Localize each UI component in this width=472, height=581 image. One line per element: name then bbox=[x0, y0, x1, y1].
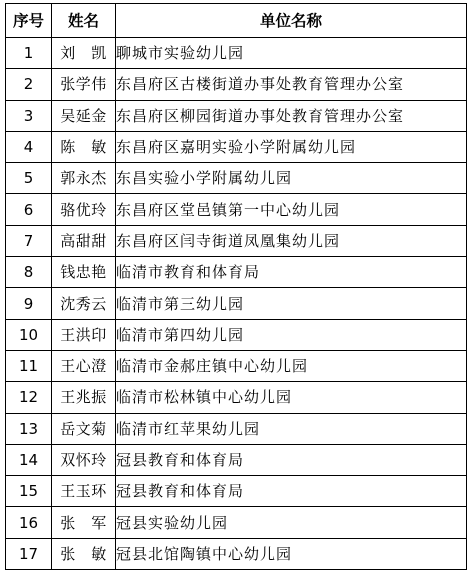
table-row bbox=[6, 69, 467, 100]
cell-unit-name: 冠县北馆陶镇中心幼儿园 bbox=[116, 538, 467, 569]
table-row bbox=[6, 413, 467, 444]
table-row bbox=[6, 257, 467, 288]
table-row bbox=[6, 288, 467, 319]
cell-name: 郭永杰 bbox=[52, 163, 116, 194]
cell-unit-name: 东昌实验小学附属幼儿园 bbox=[116, 163, 467, 194]
header-row bbox=[6, 4, 467, 38]
cell-name: 王玉环 bbox=[52, 476, 116, 507]
cell-name: 双怀玲 bbox=[52, 444, 116, 475]
cell-serial-number: 14 bbox=[6, 444, 52, 475]
cell-name: 张 军 bbox=[52, 507, 116, 538]
cell-name: 刘 凯 bbox=[52, 38, 116, 69]
header-unit-name: 单位名称 bbox=[116, 4, 467, 38]
table-row bbox=[6, 350, 467, 381]
cell-name: 陈 敏 bbox=[52, 131, 116, 162]
cell-unit-name: 临清市第三幼儿园 bbox=[116, 288, 467, 319]
table-body bbox=[6, 38, 467, 570]
table-row bbox=[6, 194, 467, 225]
table-row bbox=[6, 225, 467, 256]
cell-unit-name: 冠县实验幼儿园 bbox=[116, 507, 467, 538]
cell-serial-number: 11 bbox=[6, 350, 52, 381]
table-row bbox=[6, 38, 467, 69]
header-name: 姓名 bbox=[52, 4, 116, 38]
table-header bbox=[6, 4, 467, 38]
cell-serial-number: 8 bbox=[6, 257, 52, 288]
cell-serial-number: 12 bbox=[6, 382, 52, 413]
cell-unit-name: 东昌府区闫寺街道凤凰集幼儿园 bbox=[116, 225, 467, 256]
cell-name: 高甜甜 bbox=[52, 225, 116, 256]
cell-unit-name: 临清市金郝庄镇中心幼儿园 bbox=[116, 350, 467, 381]
cell-serial-number: 7 bbox=[6, 225, 52, 256]
cell-unit-name: 东昌府区堂邑镇第一中心幼儿园 bbox=[116, 194, 467, 225]
cell-serial-number: 1 bbox=[6, 38, 52, 69]
cell-serial-number: 10 bbox=[6, 319, 52, 350]
cell-name: 王洪印 bbox=[52, 319, 116, 350]
cell-unit-name: 临清市第四幼儿园 bbox=[116, 319, 467, 350]
cell-unit-name: 东昌府区古楼街道办事处教育管理办公室 bbox=[116, 69, 467, 100]
cell-serial-number: 16 bbox=[6, 507, 52, 538]
cell-name: 张学伟 bbox=[52, 69, 116, 100]
cell-serial-number: 3 bbox=[6, 100, 52, 131]
table-row bbox=[6, 507, 467, 538]
cell-serial-number: 5 bbox=[6, 163, 52, 194]
cell-unit-name: 聊城市实验幼儿园 bbox=[116, 38, 467, 69]
cell-unit-name: 东昌府区嘉明实验小学附属幼儿园 bbox=[116, 131, 467, 162]
table-row bbox=[6, 163, 467, 194]
cell-unit-name: 东昌府区柳园街道办事处教育管理办公室 bbox=[116, 100, 467, 131]
cell-name: 钱忠艳 bbox=[52, 257, 116, 288]
cell-name: 王兆振 bbox=[52, 382, 116, 413]
cell-name: 吴延金 bbox=[52, 100, 116, 131]
table-row bbox=[6, 100, 467, 131]
cell-name: 岳文菊 bbox=[52, 413, 116, 444]
cell-serial-number: 2 bbox=[6, 69, 52, 100]
cell-name: 张 敏 bbox=[52, 538, 116, 569]
cell-serial-number: 15 bbox=[6, 476, 52, 507]
cell-unit-name: 临清市松林镇中心幼儿园 bbox=[116, 382, 467, 413]
cell-serial-number: 6 bbox=[6, 194, 52, 225]
cell-name: 王心澄 bbox=[52, 350, 116, 381]
roster-sheet bbox=[5, 3, 466, 570]
table-row bbox=[6, 319, 467, 350]
table-row bbox=[6, 131, 467, 162]
roster-table bbox=[5, 3, 467, 570]
cell-unit-name: 冠县教育和体育局 bbox=[116, 444, 467, 475]
cell-name: 沈秀云 bbox=[52, 288, 116, 319]
table-row bbox=[6, 476, 467, 507]
cell-serial-number: 13 bbox=[6, 413, 52, 444]
cell-unit-name: 冠县教育和体育局 bbox=[116, 476, 467, 507]
cell-unit-name: 临清市教育和体育局 bbox=[116, 257, 467, 288]
cell-unit-name: 临清市红苹果幼儿园 bbox=[116, 413, 467, 444]
cell-serial-number: 9 bbox=[6, 288, 52, 319]
cell-serial-number: 4 bbox=[6, 131, 52, 162]
table-row bbox=[6, 444, 467, 475]
cell-name: 骆优玲 bbox=[52, 194, 116, 225]
table-row bbox=[6, 382, 467, 413]
cell-serial-number: 17 bbox=[6, 538, 52, 569]
table-row bbox=[6, 538, 467, 569]
header-serial-number: 序号 bbox=[6, 4, 52, 38]
